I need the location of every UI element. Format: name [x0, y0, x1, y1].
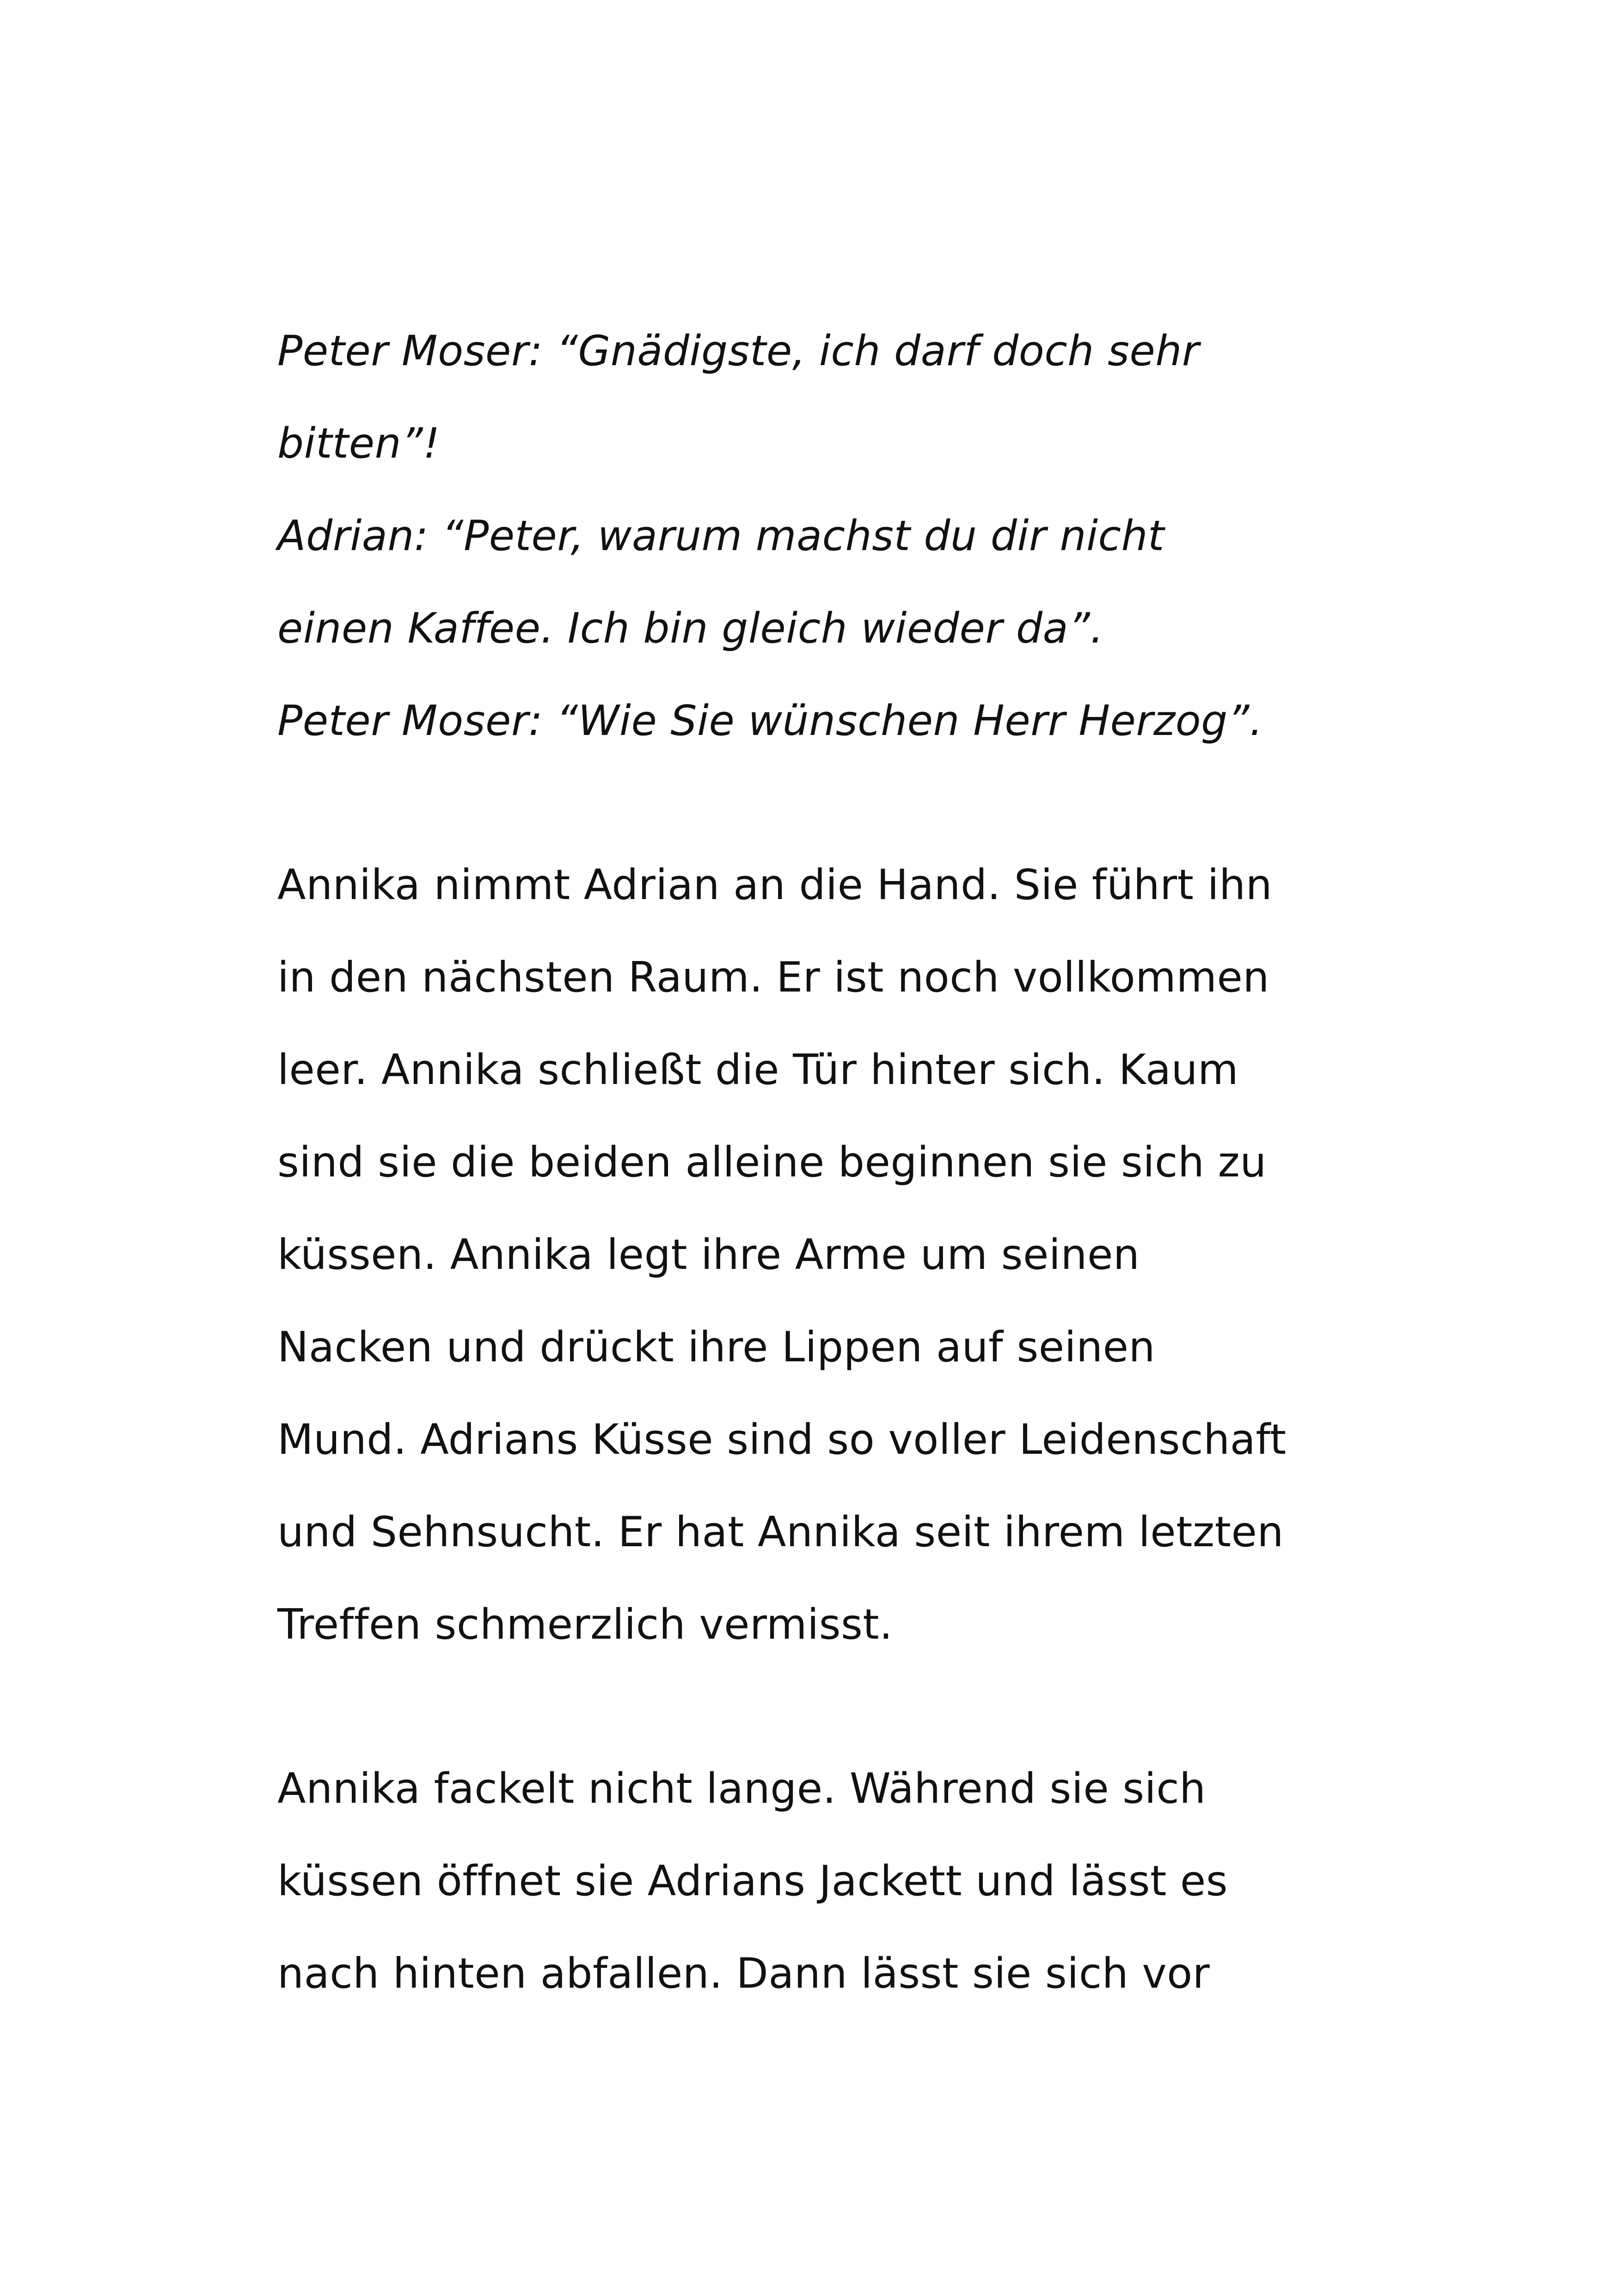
- paragraph-2: [277, 1743, 1387, 2020]
- paragraph-line: in den nächsten Raum. Er ist noch vollkommen: [277, 953, 1269, 1002]
- paragraph-line: küssen. Annika legt ihre Arme um seinen: [277, 1231, 1140, 1279]
- paragraph-line: und Sehnsucht. Er hat Annika seit ihrem letzten: [277, 1508, 1284, 1556]
- paragraph-line: leer. Annika schließt die Tür hinter sich. Kaum: [277, 1046, 1239, 1094]
- dialogue-block: [277, 305, 1387, 767]
- paragraph-line: Annika nimmt Adrian an die Hand. Sie führt ihn: [277, 861, 1273, 909]
- paragraph-line: Nacken und drückt ihre Lippen auf seinen: [277, 1323, 1156, 1371]
- paragraph-line: Treffen schmerzlich vermisst.: [277, 1600, 893, 1649]
- dialogue-line: einen Kaffee. Ich bin gleich wieder da”.: [277, 604, 1104, 653]
- paragraph-line: sind sie die beiden alleine beginnen sie sich zu: [277, 1138, 1267, 1187]
- dialogue-line: bitten”!: [277, 419, 440, 468]
- paragraph-line: küssen öffnet sie Adrians Jackett und lässt es: [277, 1857, 1228, 1905]
- paragraph-1: [277, 839, 1387, 1671]
- dialogue-line: Peter Moser: “Wie Sie wünschen Herr Herzog”.: [277, 697, 1263, 745]
- paragraph-line: Mund. Adrians Küsse sind so voller Leidenschaft: [277, 1415, 1287, 1464]
- paragraph-line: nach hinten abfallen. Dann lässt sie sich vor: [277, 1949, 1210, 1998]
- dialogue-line: Adrian: “Peter, warum machst du dir nicht: [277, 512, 1164, 560]
- paragraph-line: Annika fackelt nicht lange. Während sie sich: [277, 1764, 1206, 1813]
- dialogue-line: Peter Moser: “Gnädigste, ich darf doch sehr: [277, 327, 1200, 375]
